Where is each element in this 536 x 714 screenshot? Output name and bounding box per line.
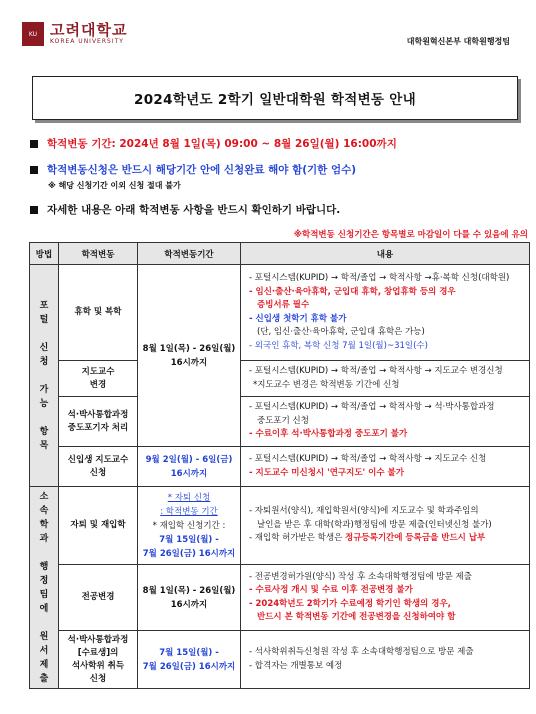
content-line: - 전공변경허가원(양식) 작성 후 소속대학행정팀에 방문 제출 xyxy=(249,571,472,582)
period-line: * 재입학 신청기간 : xyxy=(152,520,226,531)
content-line: - 포털시스템(KUPID) → 학적/졸업 → 학적사항 → 석·박사통합과정 xyxy=(249,402,495,413)
method-department: 소 속 학 과 행 정 팀 에 원 서 제 출 xyxy=(30,487,59,689)
page-header xyxy=(0,0,536,60)
content-line: - 수료이후 석·박사통합과정 중도포기 불가 xyxy=(249,429,408,440)
content-cell xyxy=(241,361,530,397)
type-withdraw-readmit: 자퇴 및 재입학 xyxy=(59,487,138,565)
table-header-row xyxy=(30,243,530,265)
academic-change-table xyxy=(29,242,530,689)
type-advisor-change: 지도교수 변경 xyxy=(59,361,138,397)
period-cell: 8월 1일(목) - 26일(월) 16시까지 xyxy=(138,265,241,447)
sub-notice: ※ 해당 신청기간 이외 신청 절대 불가 xyxy=(48,181,181,190)
crest-icon: KU xyxy=(22,22,44,46)
type-new-advisor: 신입생 지도교수 신청 xyxy=(59,447,138,487)
table-row xyxy=(30,487,530,565)
content-line: - 포털시스템(KUPID) → 학적/졸업 → 학적사항 → 지도교수 변경신청 xyxy=(249,366,503,376)
type-masters-degree: 석·박사통합과정 [수료생]의 석사학위 취득 신청 xyxy=(59,631,138,689)
period-line: : 학적변동 기간 xyxy=(160,506,218,517)
notice-period xyxy=(30,136,397,151)
content-line: - 외국인 휴학, 복학 신청 7월 1일(월)~31일(수) xyxy=(249,340,428,351)
check-text: 자세한 내용은 아래 학적변동 사항을 반드시 확인하기 바랍니다. xyxy=(47,204,341,216)
content-line: - 합격자는 개별통보 예정 xyxy=(249,660,343,671)
content-cell xyxy=(241,447,530,487)
bullet-square-icon xyxy=(30,140,38,148)
period-line: 7월 26일(금) 16시까지 xyxy=(142,548,236,559)
notice-must-apply xyxy=(30,162,356,177)
page-title: 2024학년도 2학기 일반대학원 학적변동 안내 xyxy=(134,92,416,108)
header-content: 내용 xyxy=(241,243,530,265)
period-line: 7월 15일(월) - xyxy=(159,534,219,545)
department-name: 대학원혁신본부 대학원행정팀 xyxy=(406,37,510,46)
content-cell xyxy=(241,265,530,361)
header-period: 학적변동기간 xyxy=(138,243,241,265)
content-line: - 포털시스템(KUPID) → 학적/졸업 → 학적사항 →휴·복학 신청(대학원) xyxy=(249,273,510,283)
type-leave-return: 휴학 및 복학 xyxy=(59,265,138,361)
content-cell xyxy=(241,565,530,631)
period-text: 학적변동 기간: 2024년 8월 1일(목) 09:00 ~ 8월 26일(월) 16:00까지 xyxy=(47,138,397,150)
title-box xyxy=(32,76,518,120)
must-apply-text: 학적변동신청은 반드시 해당기간 안에 신청완료 해야 함(기한 엄수) xyxy=(47,164,357,176)
type-major-change: 전공변경 xyxy=(59,565,138,631)
content-line: 증빙서류 필수 xyxy=(257,300,310,310)
university-logo xyxy=(22,22,127,46)
bullet-square-icon xyxy=(30,166,38,174)
logo-english: KOREA UNIVERSITY xyxy=(50,37,124,45)
table-row xyxy=(30,397,530,447)
header-method: 방법 xyxy=(30,243,59,265)
content-line: 반드시 본 학적변동 기간에 전공변경을 신청하여야 함 xyxy=(257,612,456,622)
content-line: - 석사학위취득신청원 작성 후 소속대학행정팀으로 방문 제출 xyxy=(249,647,474,657)
content-line: - 신입생 첫학기 휴학 불가 xyxy=(249,313,347,324)
table-row xyxy=(30,565,530,631)
content-line: - 재입학 허가받은 학생은 xyxy=(249,533,345,544)
header-type: 학적변동 xyxy=(59,243,138,265)
content-cell xyxy=(241,631,530,689)
content-line: 날인을 받은 후 대학(학과)행정팀에 방문 제출(인터넷신청 불가) xyxy=(257,519,492,530)
content-cell xyxy=(241,397,530,447)
table-row xyxy=(30,265,530,361)
period-cell: 9월 2일(월) - 6일(금) 16시까지 xyxy=(138,447,241,487)
method-portal: 포 털 신 청 가 능 항 목 xyxy=(30,265,59,487)
content-line: - 임신·출산·육아휴학, 군입대 휴학, 창업휴학 등의 경우 xyxy=(249,286,456,297)
period-line: * 자퇴 신청 xyxy=(167,492,211,503)
content-cell xyxy=(241,487,530,565)
table-row xyxy=(30,361,530,397)
logo-korean: 고려대학교 xyxy=(50,20,128,39)
content-highlight: 정규등록기간에 등록금을 반드시 납부 xyxy=(345,533,486,544)
type-integrated-dropout: 석·박사통합과정 중도포기자 처리 xyxy=(59,397,138,447)
content-line: (단, 임신·출산·육아휴학, 군입대 휴학은 가능) xyxy=(257,327,425,337)
content-line: - 2024학년도 2학기가 수료예정 학기인 학생의 경우, xyxy=(249,598,451,609)
notice-check xyxy=(30,202,340,217)
content-line: - 포털시스템(KUPID) → 학적/졸업 → 학적사항 → 지도교수 신청 xyxy=(249,454,487,464)
content-line: - 지도교수 미신청시 '연구지도' 이수 불가 xyxy=(249,467,404,478)
bullet-square-icon xyxy=(30,206,38,214)
period-cell: 7월 15일(월) - 7월 26일(금) 16시까지 xyxy=(138,631,241,689)
table-row xyxy=(30,447,530,487)
period-cell xyxy=(138,487,241,565)
content-line: - 수료사정 개시 및 수료 이후 전공변경 불가 xyxy=(249,585,413,595)
content-line: *지도교수 변경은 학적변동 기간에 신청 xyxy=(253,379,400,390)
deadline-warning: ※학적변동 신청기간은 항목별로 마감일이 다를 수 있음에 유의 xyxy=(293,230,528,240)
period-cell: 8월 1일(목) - 26일(월) 16시까지 xyxy=(138,565,241,631)
content-line: - 자퇴원서(양식), 재입학원서(양식)에 지도교수 및 학과주임의 xyxy=(249,506,479,517)
content-line: 중도포기 신청 xyxy=(257,415,309,426)
table-row xyxy=(30,631,530,689)
